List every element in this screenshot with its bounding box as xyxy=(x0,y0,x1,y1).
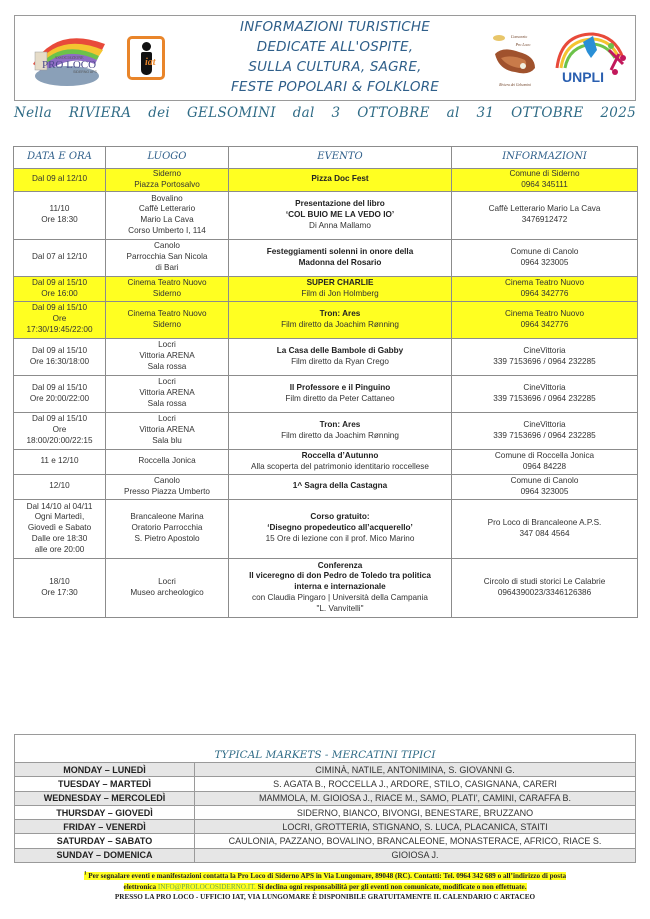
event-title xyxy=(229,239,452,276)
event-info-line: Caffè Letterario Mario La Cava xyxy=(488,204,601,214)
event-location xyxy=(106,412,229,449)
event-title-line: Presentazione del libro xyxy=(295,198,385,208)
header-box xyxy=(14,15,636,101)
event-info xyxy=(452,276,638,301)
event-location-line: Locri xyxy=(158,414,176,424)
event-location xyxy=(106,499,229,558)
subtitle-word: RIVIERA xyxy=(68,105,132,121)
footer-disclaimer: Si declina ogni responsabilità per gli eventi non comunicate, modificate o non effettuate. xyxy=(257,882,527,891)
event-title-line: Film diretto da Joachim Rønning xyxy=(281,430,399,440)
event-title-line: ‘COL BUIO ME LA VEDO IO’ xyxy=(285,209,395,219)
market-row xyxy=(15,791,636,805)
event-date-line: 12/10 xyxy=(49,481,70,491)
event-title-line: Madonna del Rosario xyxy=(298,257,382,267)
subtitle-period xyxy=(14,105,636,121)
event-date-line: Dal 09 al 15/10 xyxy=(31,303,88,313)
footer-line-3: PRESSO LA PRO LOCO - UFFICIO IAT, VIA LUNGOMARE È DISPONIBILE GRATUITAMENTE IL CALENDARIO C ARTACEO xyxy=(114,893,536,902)
event-location-line: Roccella Jonica xyxy=(138,456,196,466)
market-row xyxy=(15,834,636,848)
event-date-line: 11/10 xyxy=(49,204,70,214)
market-row xyxy=(15,777,636,791)
event-location-line: Presso Piazza Umberto xyxy=(123,486,210,496)
header-title-line: INFORMAZIONI TURISTICHE xyxy=(240,19,430,35)
event-info-line: 339 7153696 / 0964 232285 xyxy=(493,430,596,440)
event-location xyxy=(106,338,229,375)
event-date-line: Giovedì e Sabato xyxy=(27,523,92,533)
consorzio-top: Consorzio xyxy=(510,34,528,39)
subtitle-word: dei xyxy=(148,105,171,121)
event-row xyxy=(14,301,638,338)
event-info-line: 339 7153696 / 0964 232285 xyxy=(493,393,596,403)
event-info xyxy=(452,499,638,558)
market-row xyxy=(15,763,636,777)
event-title xyxy=(229,338,452,375)
event-title-line: 15 Ore di lezione con il prof. Mico Marino xyxy=(265,534,415,544)
event-title-line: Corso gratuito: xyxy=(310,512,370,522)
event-location xyxy=(106,276,229,301)
event-location-line: Bovalino xyxy=(151,193,183,203)
iat-i-dot-icon xyxy=(142,42,151,51)
event-location-line: Piazza Portosalvo xyxy=(134,179,200,189)
market-day: SUNDAY – DOMENICA xyxy=(15,848,195,862)
event-location xyxy=(106,169,229,192)
event-date-line: Dal 09 al 15/10 xyxy=(31,414,88,424)
event-title-line: Roccella d’Autunno xyxy=(301,450,379,460)
event-date-line: 17:30/19:45/22:00 xyxy=(26,325,93,335)
event-date-line: Dal 09 al 15/10 xyxy=(31,277,88,287)
event-location-line: Corso Umberto I, 114 xyxy=(128,226,206,236)
event-date xyxy=(14,239,106,276)
consorzio-mid: Pro Loco xyxy=(515,42,531,47)
event-date-line: Ore 18:30 xyxy=(41,215,78,225)
event-date xyxy=(14,412,106,449)
event-date-line: Ore 17:30 xyxy=(41,587,78,597)
market-day: WEDNESDAY – MERCOLEDÌ xyxy=(15,791,195,805)
event-title xyxy=(229,191,452,239)
market-towns: CIMINÀ, NATILE, ANTONIMINA, S. GIOVANNI G. xyxy=(195,763,636,777)
event-date-line: Ore xyxy=(52,314,67,324)
market-towns: LOCRI, GROTTERIA, STIGNANO, S. LUCA, PLACANICA, STAITI xyxy=(195,820,636,834)
event-date-line: Dal 09 al 12/10 xyxy=(31,174,88,184)
event-title xyxy=(229,449,452,474)
subtitle-word: 31 xyxy=(476,105,495,121)
event-info-line: 0964 342776 xyxy=(520,288,569,298)
event-location-line: Sala rossa xyxy=(147,362,187,372)
proloco-small: ASSOCIAZIONE xyxy=(54,55,84,60)
market-day: TUESDAY – MARTEDÌ xyxy=(15,777,195,791)
event-date-line: Dal 07 al 12/10 xyxy=(31,252,88,262)
event-info-line: Circolo di studi storici Le Calabrie xyxy=(483,576,606,586)
event-row xyxy=(14,375,638,412)
event-title-line: Pizza Doc Fest xyxy=(311,174,369,184)
event-date-line: Ogni Martedì, xyxy=(34,512,85,522)
event-info-line: 0964 345111 xyxy=(521,179,568,189)
event-location-line: Vittoria ARENA xyxy=(139,388,195,398)
event-row xyxy=(14,449,638,474)
event-location xyxy=(106,301,229,338)
event-info-line: 0964 323005 xyxy=(520,257,569,267)
events-body xyxy=(14,169,638,618)
column-header-evento: EVENTO xyxy=(229,147,452,169)
event-info-line: CineVittoria xyxy=(523,345,566,355)
unpli-logo xyxy=(553,28,629,90)
event-location-line: Oratorio Parrocchia xyxy=(131,523,203,533)
event-title-line: con Claudia Pingaro | Università della Campania xyxy=(252,593,428,603)
event-info-line: 3476912472 xyxy=(521,215,568,225)
event-info-line: Cinema Teatro Nuovo xyxy=(504,277,585,287)
market-towns: CAULONIA, PAZZANO, BOVALINO, BRANCALEONE, MONASTERACE, AFRICO, RIACE S. xyxy=(195,834,636,848)
column-header-data: DATA E ORA xyxy=(14,147,106,169)
events-table xyxy=(13,146,638,618)
subtitle-word: Nella xyxy=(14,105,52,121)
event-title-line: Di Anna Mallamo xyxy=(309,220,371,230)
subtitle-word: 2025 xyxy=(600,105,636,121)
event-info-line: CineVittoria xyxy=(523,419,566,429)
event-info xyxy=(452,191,638,239)
market-day: FRIDAY – VENERDÌ xyxy=(15,820,195,834)
event-location-line: Vittoria ARENA xyxy=(139,425,195,435)
event-info xyxy=(452,558,638,617)
event-date xyxy=(14,474,106,499)
event-date-line: Dal 09 al 15/10 xyxy=(31,382,88,392)
market-day: THURSDAY – GIOVEDÌ xyxy=(15,805,195,819)
event-location-line: Parrocchia San Nicola xyxy=(126,252,208,262)
event-title-line: Il viceregno di don Pedro de Toledo tra politica xyxy=(249,571,431,581)
event-info-line: Comune di Canolo xyxy=(510,246,579,256)
event-location-line: di Bari xyxy=(155,263,179,273)
column-header-luogo: LUOGO xyxy=(106,147,229,169)
event-info-line: 0964390023/3346126386 xyxy=(497,587,592,597)
event-location-line: Vittoria ARENA xyxy=(139,351,195,361)
header-title-line: DEDICATE ALL'OSPITE, xyxy=(256,39,414,55)
event-info-line: Pro Loco di Brancaleone A.P.S. xyxy=(487,517,602,527)
event-date-line: 11 e 12/10 xyxy=(40,456,79,466)
subtitle-word: 3 xyxy=(331,105,341,121)
event-date xyxy=(14,558,106,617)
event-date xyxy=(14,169,106,192)
event-info-line: Comune di Siderno xyxy=(509,169,580,178)
event-row xyxy=(14,338,638,375)
iat-logo-text: iat xyxy=(145,57,156,68)
market-towns: S. AGATA B., ROCCELLA J., ARDORE, STILO, CASIGNANA, CARERI xyxy=(195,777,636,791)
footer-contact-text: Per segnalare eventi e manifestazioni contatta la Pro Loco di Siderno APS in Via Lungomare, 89048 (RC). Contatti: Tel. 0964 342 689 o all’indirizzo di posta xyxy=(88,872,567,881)
event-title-line: Film di Jon Holmberg xyxy=(301,288,379,298)
markets-title: TYPICAL MARKETS - MERCATINI TIPICI xyxy=(15,735,636,763)
event-info xyxy=(452,474,638,499)
event-info-line: 0964 342776 xyxy=(520,319,569,329)
event-location-line: Canolo xyxy=(154,241,180,251)
proloco-siderno-logo xyxy=(27,30,109,88)
markets-table xyxy=(14,734,636,863)
event-location-line: Locri xyxy=(158,377,176,387)
event-location xyxy=(106,449,229,474)
market-row xyxy=(15,805,636,819)
event-title-line: SUPER CHARLIE xyxy=(306,277,374,287)
event-info xyxy=(452,239,638,276)
event-info xyxy=(452,449,638,474)
event-location-line: Sala rossa xyxy=(147,399,187,409)
event-date xyxy=(14,449,106,474)
event-title-line: Alla scoperta del patrimonio identitario roccellese xyxy=(251,461,429,471)
market-day: MONDAY – LUNEDÌ xyxy=(15,763,195,777)
event-info-line: 0964 84228 xyxy=(522,461,567,471)
event-date-line: Ore 16:00 xyxy=(41,288,78,298)
event-location-line: Siderno xyxy=(152,169,182,178)
event-date-line: 18:00/20:00/22:15 xyxy=(26,436,93,446)
event-location-line: Museo archeologico xyxy=(130,587,204,597)
event-title xyxy=(229,474,452,499)
event-location-line: Sala blu xyxy=(152,436,182,446)
markets-title-row xyxy=(15,735,636,763)
event-date-line: Dalle ore 18:30 xyxy=(31,534,88,544)
event-location xyxy=(106,474,229,499)
event-date xyxy=(14,338,106,375)
market-towns: GIOIOSA J. xyxy=(195,848,636,862)
event-date xyxy=(14,301,106,338)
event-date-line: alle ore 20:00 xyxy=(34,545,85,555)
event-date xyxy=(14,191,106,239)
event-row xyxy=(14,191,638,239)
market-row xyxy=(15,820,636,834)
event-title-line: ‘Disegno propedeutico all’acquerello’ xyxy=(267,523,413,533)
event-location-line: Cinema Teatro Nuovo xyxy=(127,277,207,287)
header-title xyxy=(190,17,480,97)
subtitle-word: dal xyxy=(292,105,315,121)
footer-line-2 xyxy=(16,882,634,893)
event-title-line: La Casa delle Bambole di Gabby xyxy=(276,345,404,355)
event-title-line: Conferenza xyxy=(317,560,363,570)
footer-email-prefix: elettronica xyxy=(123,882,157,891)
event-title xyxy=(229,412,452,449)
subtitle-word: OTTOBRE xyxy=(357,105,430,121)
event-date xyxy=(14,375,106,412)
event-location-line: Cinema Teatro Nuovo xyxy=(127,308,207,318)
event-location xyxy=(106,558,229,617)
column-header-informazioni: INFORMAZIONI xyxy=(452,147,638,169)
event-title xyxy=(229,169,452,192)
footer-note xyxy=(16,870,634,903)
footer-email-link[interactable]: INFO@PROLOCOSIDERNO.IT. xyxy=(157,882,256,891)
event-row xyxy=(14,169,638,192)
event-title-line: Tron: Ares xyxy=(319,419,361,429)
event-title xyxy=(229,375,452,412)
event-title-line: Il Professore e il Pinguino xyxy=(289,382,391,392)
event-location-line: Locri xyxy=(158,576,176,586)
iat-logo xyxy=(127,36,165,80)
event-title xyxy=(229,301,452,338)
event-location-line: Siderno xyxy=(152,319,182,329)
header-title-line: FESTE POPOLARI & FOLKLORE xyxy=(230,79,440,95)
unpli-text: UNPLI xyxy=(562,69,604,85)
event-location-line: Siderno xyxy=(152,288,182,298)
event-title xyxy=(229,499,452,558)
event-info xyxy=(452,412,638,449)
subtitle-word: OTTOBRE xyxy=(511,105,584,121)
market-towns: MAMMOLA, M. GIOIOSA J., RIACE M., SAMO, PLATI', CAMINI, CARAFFA B. xyxy=(195,791,636,805)
event-info-line: 347 084 4564 xyxy=(519,528,570,538)
event-row xyxy=(14,239,638,276)
event-date-line: Dal 14/10 al 04/11 xyxy=(26,501,93,511)
event-date xyxy=(14,276,106,301)
event-title-line: Film diretto da Peter Cattaneo xyxy=(285,393,395,403)
event-info xyxy=(452,301,638,338)
event-title-line: Festeggiamenti solenni in onore della xyxy=(266,246,414,256)
event-date-line: Dal 09 al 15/10 xyxy=(31,345,88,355)
event-title-line: Tron: Ares xyxy=(319,308,361,318)
event-title-line: interna e internazionale xyxy=(294,582,386,592)
event-title xyxy=(229,558,452,617)
event-info-line: 0964 323005 xyxy=(520,486,569,496)
event-location-line: Brancaleone Marina xyxy=(130,512,204,522)
event-date-line: Ore xyxy=(52,425,67,435)
proloco-main: PRO LOCO xyxy=(41,59,97,71)
event-location-line: Locri xyxy=(158,340,176,350)
event-info xyxy=(452,338,638,375)
event-location-line: Canolo xyxy=(154,475,180,485)
event-location-line: S. Pietro Apostolo xyxy=(134,534,200,544)
event-date xyxy=(14,499,106,558)
event-row xyxy=(14,412,638,449)
market-day: SATURDAY – SABATO xyxy=(15,834,195,848)
event-title-line: 1^ Sagra della Castagna xyxy=(292,481,388,491)
event-info-line: CineVittoria xyxy=(523,382,566,392)
event-title xyxy=(229,276,452,301)
event-row xyxy=(14,558,638,617)
header-title-line: SULLA CULTURA, SAGRE, xyxy=(248,59,422,75)
event-location-line: Caffè Letterario xyxy=(138,204,196,214)
subtitle-word: GELSOMINI xyxy=(186,105,276,121)
event-date-line: 18/10 xyxy=(49,576,70,586)
event-info xyxy=(452,169,638,192)
event-location xyxy=(106,191,229,239)
subtitle-word: al xyxy=(446,105,460,121)
event-row xyxy=(14,474,638,499)
event-location xyxy=(106,239,229,276)
markets-body xyxy=(15,735,636,863)
event-title-line: "L. Vanvitelli" xyxy=(316,604,364,614)
event-row xyxy=(14,276,638,301)
event-info-line: Comune di Roccella Jonica xyxy=(494,450,595,460)
event-info-line: Comune di Canolo xyxy=(510,475,579,485)
event-location-line: Mario La Cava xyxy=(140,215,194,225)
market-towns: SIDERNO, BIANCO, BIVONGI, BENESTARE, BRUZZANO xyxy=(195,805,636,819)
event-title-line: Film diretto da Ryan Crego xyxy=(291,356,389,366)
market-row xyxy=(15,848,636,862)
event-info-line: Cinema Teatro Nuovo xyxy=(504,308,585,318)
footer-line-1 xyxy=(16,870,634,882)
events-header-row xyxy=(14,147,638,169)
proloco-sub: SIDERNO APS xyxy=(73,70,97,74)
event-date-line: Ore 20:00/22:00 xyxy=(29,393,90,403)
event-location xyxy=(106,375,229,412)
consorzio-proloco-logo xyxy=(489,26,541,92)
footnote-marker: 1 xyxy=(83,872,87,877)
event-info-line: 339 7153696 / 0964 232285 xyxy=(493,356,596,366)
event-info xyxy=(452,375,638,412)
consorzio-bottom: Riviera dei Gelsomini xyxy=(499,83,531,87)
event-row xyxy=(14,499,638,558)
event-date-line: Ore 16:30/18:00 xyxy=(29,356,90,366)
event-title-line: Film diretto da Joachim Rønning xyxy=(281,319,399,329)
